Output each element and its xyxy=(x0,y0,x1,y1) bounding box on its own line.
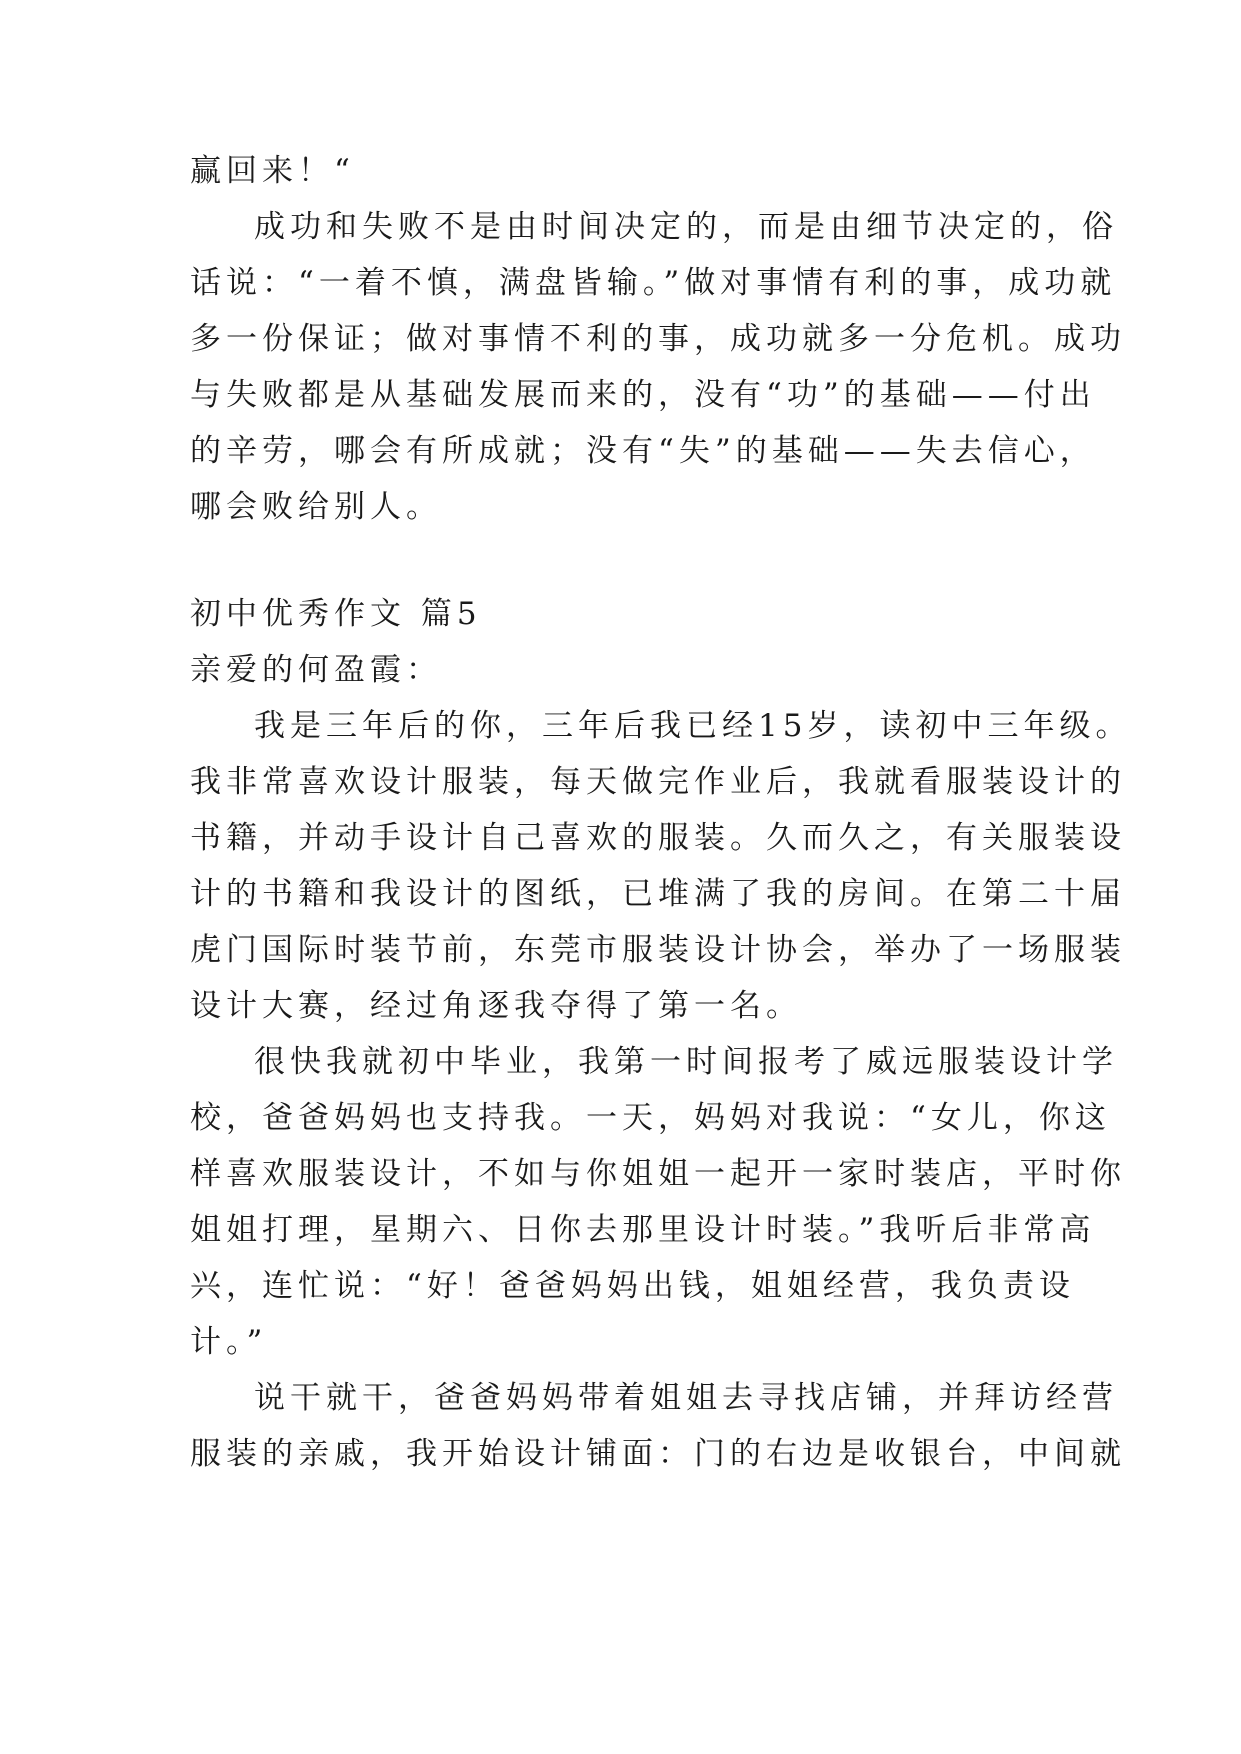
paragraph-line: 校，爸爸妈妈也支持我。一天，妈妈对我说：“女儿，你这 xyxy=(190,1100,1111,1136)
paragraph-line: 我是三年后的你，三年后我已经15岁，读初中三年级。 xyxy=(254,708,1132,744)
paragraph-line: 计的书籍和我设计的图纸，已堆满了我的房间。在第二十届 xyxy=(190,876,1126,912)
paragraph-line: 哪会败给别人。 xyxy=(190,489,442,525)
paragraph-line: 计。” xyxy=(190,1324,268,1360)
paragraph-line: 书籍，并动手设计自己喜欢的服装。久而久之，有关服装设 xyxy=(190,820,1126,856)
paragraph-line: 的辛劳，哪会有所成就；没有“失”的基础——失去信心， xyxy=(190,433,1096,469)
continued-line: 赢回来！“ xyxy=(190,153,355,189)
paragraph-line: 虎门国际时装节前，东莞市服装设计协会，举办了一场服装 xyxy=(190,932,1126,968)
paragraph-line: 说干就干，爸爸妈妈带着姐姐去寻找店铺，并拜访经营 xyxy=(254,1380,1118,1416)
paragraph-line: 样喜欢服装设计，不如与你姐姐一起开一家时装店，平时你 xyxy=(190,1156,1126,1192)
paragraph-line: 服装的亲戚，我开始设计铺面：门的右边是收银台，中间就 xyxy=(190,1436,1126,1472)
salutation: 亲爱的何盈霞： xyxy=(190,652,442,688)
paragraph-line: 成功和失败不是由时间决定的，而是由细节决定的，俗 xyxy=(254,209,1118,245)
paragraph-line: 设计大赛，经过角逐我夺得了第一名。 xyxy=(190,988,802,1024)
paragraph-line: 我非常喜欢设计服装，每天做完作业后，我就看服装设计的 xyxy=(190,764,1126,800)
paragraph-line: 多一份保证；做对事情不利的事，成功就多一分危机。成功 xyxy=(190,321,1126,357)
paragraph-line: 兴，连忙说：“好！爸爸妈妈出钱，姐姐经营，我负责设 xyxy=(190,1268,1075,1304)
paragraph-line: 话说：“一着不慎，满盘皆输。”做对事情有利的事，成功就 xyxy=(190,265,1117,301)
paragraph-line: 与失败都是从基础发展而来的，没有“功”的基础——付出 xyxy=(190,377,1096,413)
paragraph-line: 姐姐打理，星期六、日你去那里设计时装。”我听后非常高 xyxy=(190,1212,1096,1248)
section-title: 初中优秀作文 篇5 xyxy=(190,596,482,632)
paragraph-line: 很快我就初中毕业，我第一时间报考了威远服装设计学 xyxy=(254,1044,1118,1080)
